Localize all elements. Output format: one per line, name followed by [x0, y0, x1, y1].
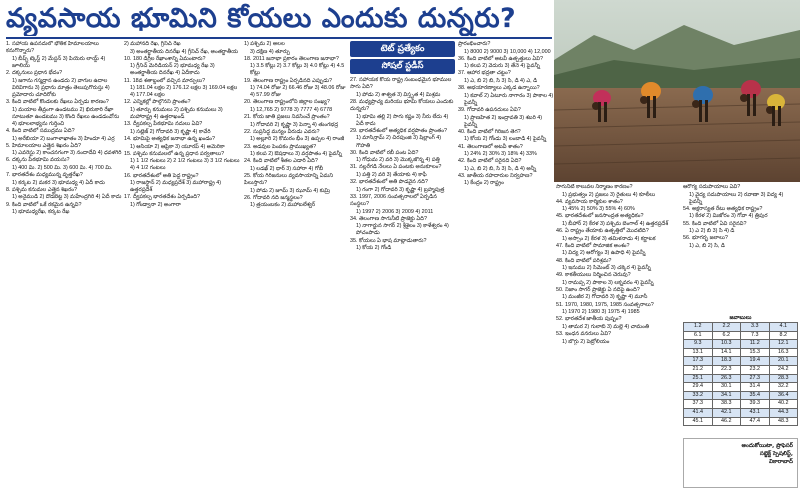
question-column-7: [683, 184, 798, 312]
question-text: 54. అక్షరాస్యత రేటు అత్యధిక రాష్ట్రం?: [683, 205, 763, 212]
answer-cell: 1.2: [684, 323, 713, 332]
answer-row: [684, 400, 798, 409]
question-options: 1) 400 మి. 2) 500 మి. 3) 600 మి. 4) 700 మి.: [12, 165, 113, 171]
answer-cell: 37.3: [684, 400, 713, 409]
answer-cell: 23.2: [741, 365, 770, 374]
question-options: 1) ఆసియా 2) ఆఫ్రికా 3) యూరప్ 4) అమెరికా: [130, 143, 225, 150]
question-options: 1) 1 1/2 గంటలు 2) 2 1/2 గంటలు 3) 3 1/2 గంటలు 4) 4 1/2 గంటలు: [130, 158, 240, 172]
question-options: 1) ఎ 2) బి 3) సి 4) డి: [689, 228, 735, 235]
answer-table: [683, 322, 798, 426]
question-options: 1) 24% 2) 30% 3) 18% 4) 33%: [464, 151, 537, 158]
answer-row: [684, 365, 798, 374]
answer-row: [684, 417, 798, 426]
answer-cell: 25.1: [684, 374, 713, 383]
question-options: 1) గోధుమ 2) వరి 3) మొక్కజొన్న 4) పత్తి: [356, 157, 440, 164]
banner-title: టెట్ ప్రత్యేకం: [350, 41, 455, 57]
answer-cell: 42.1: [712, 408, 741, 417]
answer-key-title: జవాబులు: [729, 315, 752, 321]
byline-place: వికారాబాద్: [768, 459, 793, 465]
answer-cell: 34.1: [712, 391, 741, 400]
question-text: 37. ఆహార భద్రతా చట్టం?: [458, 70, 511, 77]
question-options: 1) కర్కట 2) మకర 3) భూమధ్య 4) ఏదీ కాదు: [12, 179, 105, 186]
answer-row: [684, 323, 798, 332]
question-text: 24. కింది వాటిలో శీతల ఎడారి ఏది?: [244, 158, 318, 165]
question-text: 10. 180 డిగ్రీల రేఖాంశాన్ని ఏమంటారు?: [124, 55, 206, 62]
question-text: 42. కింది వాటిలో సరైనది ఏది?: [458, 158, 522, 165]
question-text: 4. కింది వాటిలో సముద్రము ఏది?: [6, 128, 75, 135]
question-text: 17. ద్వీపకల్ప భారతదేశం ఏర్పడింది?: [124, 194, 201, 201]
question-column-3: [244, 41, 348, 489]
question-options: 1) నాగార్జున సాగర్ 2) శ్రీశైలం 3) కాళేశ్వరం 4) పోచంపాడు: [356, 223, 449, 237]
question-options: 1) 181.04 లక్షల 2) 176.12 లక్షల 3) 169.04 లక్షల 4) 177.04 లక్షల: [130, 85, 238, 99]
answer-cell: 15.3: [741, 348, 770, 357]
question-text: 22. సుప్రసిద్ధ మన్యం వీరుడు ఎవరు?: [244, 128, 320, 135]
answer-cell: 32.2: [769, 383, 798, 392]
question-options: 1) 1997 2) 2006 3) 2009 4) 2011: [356, 208, 434, 215]
question-options: 1) కోయ 2) గోండు 3) లంబాడి 4) పైవన్నీ: [464, 136, 547, 143]
question-options: 1) మాసిన్రామ్ 2) చిరపుంజి 3) షిల్లాంగ్ 4) గౌహతి: [356, 135, 442, 149]
answer-cell: 20.1: [769, 357, 798, 366]
question-options: 1) గంగా 2) గోదావరి 3) కృష్ణా 4) బ్రహ్మపుత్ర: [356, 186, 445, 193]
question-text: 6. దక్కను పీఠభూమి వయసు?: [6, 157, 70, 164]
question-text: 9. కింది వాటిలో ఒకే రకమైన ఉన్నవి?: [6, 201, 82, 208]
question-column-1: [6, 41, 122, 489]
question-options: 1) పోడు 2) శాశ్వత 3) విస్తృత 4) మిశ్రమ: [356, 91, 441, 98]
question-options: 1) సట్లెజ్ 2) గోదావరి 3) కృష్ణా 4) కావేరి: [130, 128, 211, 135]
question-options: 1) త్రయంబకం 2) మహాబలేశ్వర్: [250, 202, 316, 209]
answer-row: [684, 408, 798, 417]
answer-cell: 14.1: [712, 348, 741, 357]
question-text: 31. నల్లరేగడి నేలలు ఏ పంటకు అనుకూలం?: [350, 164, 442, 171]
question-options: 1) ఎ, బి 2) సి, డి: [689, 242, 725, 249]
question-options: 1) వైద్య సదుపాయాలు 2) రవాణా 3) విద్య 4) పైవన్నీ: [689, 191, 784, 205]
answer-cell: 13.1: [684, 348, 713, 357]
answer-cell: 36.4: [769, 391, 798, 400]
question-options: 1) పోడు 2) జూమ్ 3) ఝూమ్ 4) కుమ్రి: [250, 187, 331, 194]
answer-cell: 24.2: [769, 365, 798, 374]
question-text: 51. 1970, 1980, 1975, 1985 సంవత్సరాలు?: [556, 301, 654, 308]
question-text: 15. పశ్చిమ కనుమలలో ఉన్న ప్రధాన పర్వతాలు?: [124, 150, 225, 157]
question-options: 1) అల్లూరి 2) కొమరం భీం 3) ఉప్పల 4) రాంజీ: [250, 136, 345, 143]
question-text: 30. కింది వాటిలో రబీ పంట ఏది?: [350, 149, 419, 156]
question-text: 38. అభయారణ్యాలు ఎక్కడ ఉన్నాయి?: [458, 85, 540, 92]
answer-cell: 31.4: [741, 383, 770, 392]
question-column-2: [124, 41, 242, 489]
question-text: 36. కింది వాటిలో అటవీ ఉత్పత్తులు ఏవి?: [458, 55, 543, 62]
question-text: 14. భూమిపై అత్యధిక జనాభా ఉన్న ఖండం?: [124, 135, 216, 142]
question-text: 27. సహాయక కోయ రాష్ట్ర సంబంధమైన భూముల సాగు ఏది?: [350, 77, 452, 91]
answer-cell: 30.1: [712, 383, 741, 392]
question-text: 34. తెలంగాణ సాగునీటి ప్రాజెక్టు ఏది?: [350, 215, 427, 222]
question-options: 1) బొగ్గు 2) పెట్రోలియం: [562, 338, 610, 345]
answer-cell: 48.3: [769, 417, 798, 426]
question-options: 1) ఎ, బి 2) బి, సి 3) సి, డి 4) ఎ, డి: [464, 77, 538, 84]
question-options: 1) గ్రీనిచ్ మెరిడియన్ 2) భూమధ్య రేఖ 3) అంతర్జాతీయ దినరేఖ 4) ఏదీకాదు: [130, 63, 215, 77]
question-text: 21. కోయ జాతి ప్రజలు నివసించే ప్రాంతం?: [244, 114, 330, 121]
question-text: 39. గోదావరి ఉపనదులు ఏవి?: [458, 106, 521, 113]
answer-cell: 26.3: [712, 374, 741, 383]
question-options: 1) తూర్పు కనుమలు 2) పశ్చిమ కనుమలు 3) మహారాష్ట్ర 4) ఉత్తరాఖండ్: [130, 106, 223, 121]
question-options: 1) 1970 2) 1980 3) 1975 4) 1985: [562, 309, 640, 316]
question-options: 1) 12,765 2) 9778 3) 7777 4) 6778: [250, 106, 333, 113]
question-text: 44. వ్యవసాయ కార్మికుల శాతం?: [556, 198, 623, 205]
byline-title: సబ్జెక్ట్ స్పెషలిస్ట్,: [759, 451, 793, 457]
question-options: 1) 74.04 రోజు 2) 66.46 రోజు 3) 48.06 రోజు 4) 57.99 రోజు: [250, 85, 346, 99]
answer-key: [683, 314, 798, 434]
question-text: 49. కాకతీయులు నిర్మించిన చెరువు?: [556, 272, 631, 279]
answer-cell: 40.2: [769, 400, 798, 409]
question-text: 26. గోదావరి నది జన్మస్థలం?: [244, 194, 303, 201]
answer-row: [684, 383, 798, 392]
answer-cell: 27.3: [741, 374, 770, 383]
question-text: 16. భారతదేశంలో అతి పెద్ద రాష్ట్రం?: [124, 172, 199, 179]
question-text: 25. కోయ గిరిజనులు వ్యవసాయాన్ని ఏమని పిలుస్తారు?: [244, 172, 334, 187]
question-text: 8. పశ్చిమ కనుమల ఎత్తైన శిఖరం?: [6, 186, 78, 193]
answer-row: [684, 374, 798, 383]
answer-cell: 8.2: [769, 331, 798, 340]
answer-cell: 6.2: [712, 331, 741, 340]
question-options: 1) భూమధ్యరేఖ, కర్కట రేఖ: [12, 209, 70, 216]
question-options: 1) ఎ, బి 2) బి, సి 3) సి, డి 4) అన్నీ: [464, 165, 537, 172]
question-options: 1) లడఖ్ 2) థార్ 3) సహారా 4) గోబీ: [250, 165, 324, 172]
question-text: 53. ఇంధన వనరులు ఏవి?: [556, 331, 612, 338]
question-text: 18. 2011 జనాభా ప్రకారం తెలంగాణ జనాభా?: [244, 55, 339, 62]
answer-cell: 17.3: [684, 357, 713, 366]
question-options: 1) 8000 2) 9000 3) 10,000 4) 12,000: [464, 48, 551, 55]
question-text: 33. 1997, 2006 సంవత్సరాలలో ఏర్పడిన సంస్థలు?: [350, 193, 437, 207]
answer-cell: 39.3: [741, 400, 770, 409]
question-text: 3. కింది వాటిలో కొండలకు రేఖలు ఏర్పడు కారణం?: [6, 99, 109, 106]
answer-cell: 45.1: [684, 417, 713, 426]
question-options: 1) ఇనుము 2) సిమెంట్ 3) చక్కెర 4) పైవన్నీ: [562, 265, 651, 272]
answer-cell: 44.3: [769, 408, 798, 417]
answer-cell: 22.3: [712, 365, 741, 374]
question-options: 1) అస్సాం 2) కేరళ 3) తమిళనాడు 4) కర్ణాటక: [562, 235, 656, 242]
question-options: 1) 45% 2) 50% 3) 55% 4) 60%: [562, 206, 635, 213]
answer-cell: 12.1: [769, 340, 798, 349]
answer-cell: 6.1: [684, 331, 713, 340]
answer-cell: 38.3: [712, 400, 741, 409]
answer-cell: 35.4: [741, 391, 770, 400]
question-options: 1) గోదావరి 2) కృష్ణా 3) పెన్నా 4) తుంగభద్ర: [250, 121, 339, 128]
question-text: 20. తెలంగాణ రాష్ట్రంలోని జిల్లాల సంఖ్య?: [244, 99, 330, 106]
headline-rule: [6, 37, 552, 39]
question-text: 41. తెలంగాణలో అటవీ శాతం?: [458, 143, 523, 150]
answer-cell: 46.2: [712, 417, 741, 426]
question-options: 1) ఎవరెస్టు 2) కాంచనగంగా 3) నందాదేవి 4) ధవళగిరి: [12, 150, 122, 157]
question-text: 2) మహానది రేఖ, గ్రీనిచ్ రేఖ: [124, 41, 181, 47]
question-text: 23. అడవుల పెంపకం ప్రాముఖ్యత?: [244, 143, 317, 150]
question-text: 1. సహాయ ఉపనదులో భౌతిక హిమాలయాలు కనుగొన్నారు?: [6, 41, 99, 55]
answer-cell: 16.3: [769, 348, 798, 357]
answer-cell: 3.3: [741, 323, 770, 332]
question-options: 1) కోయ 2) గోండి: [356, 245, 392, 252]
question-text: 2. దక్కనులు ప్రధాన భేదం?: [6, 70, 63, 77]
question-column-5: [458, 41, 554, 489]
question-text: 45. భారతదేశంలో జనసాంద్రత అత్యధికం?: [556, 213, 644, 220]
question-options: 1) కలప 2) వెదురు 3) తేనె 4) పైవన్నీ: [464, 63, 540, 70]
question-text: ప్రారంభించారు?: [458, 41, 491, 47]
question-text: 47. కింది వాటిలో సామాజిక అంశం?: [556, 242, 630, 249]
question-text: 35. కోయలు ఏ భాష మాట్లాడుతారు?: [350, 237, 427, 244]
answer-cell: 28.3: [769, 374, 798, 383]
author-byline: [683, 438, 798, 488]
question-options: 1) కలప 2) ఔషధాలు 3) వర్షపాతం 4) పైవన్నీ: [250, 151, 343, 158]
question-text: 56. భూగర్భ జలాలు?: [683, 235, 728, 242]
question-text: 13. ద్వీపకల్ప పీఠభూమి నదులు ఏవి?: [124, 121, 203, 128]
answer-row: [684, 331, 798, 340]
banner-subtitle: సోషల్ స్టడీస్: [350, 59, 455, 74]
question-options: 1) జగాను గస్మద్రాన ఉండదు 2) వాగుల ఉదాల విరివిగాను 3) ప్రధాను మాత్రం తెలుపుగొరుస్తు 4) ప్రమోదారు చూదిరోకు: [12, 77, 110, 98]
answer-cell: 11.2: [741, 340, 770, 349]
question-options: 3) దక్షిణ 4) తూర్పు: [250, 48, 290, 55]
question-text: 28. మధ్యప్రాచ్య మరియు భూమి కోయలు ఎందుకు దున్నరు?: [350, 98, 454, 113]
answer-cell: 47.4: [741, 417, 770, 426]
answer-row: [684, 348, 798, 357]
question-options: 1) రామప్ప 2) పాకాల 3) లక్నవరం 4) పైవన్నీ: [562, 279, 654, 286]
answer-cell: 7.3: [741, 331, 770, 340]
question-column-4: [350, 77, 455, 489]
question-text: 46. ఏ రాష్ట్రం తేయాకు ఉత్పత్తిలో మొదటిది?: [556, 228, 649, 235]
question-options: 1) మయాల తీవ్రంగా ఉండటము 2) భిరుకారి రేఖా సూటుతూ ఉండటము 3) కొంది రేఖలు ఉండడంవోను 4) భూలలాభ్యను గుర్తించి: [12, 106, 120, 127]
question-text: 48. కింది వాటిలో పరిశ్రమ?: [556, 257, 612, 264]
question-text: 1) పశ్చిమ 2) అలల: [244, 41, 285, 47]
question-text: సాగునీటి కాలువల నిర్మాణం కారణం?: [556, 184, 633, 190]
question-text: 5. హిమాలయాల ఎత్తైన శిఖరం ఏది?: [6, 142, 82, 149]
question-text: 12. ఎన్నికల్లో పాల్గొనని ప్రాంతం?: [124, 99, 191, 106]
answer-cell: 21.2: [684, 365, 713, 374]
question-options: 1) గోండ్వానా 2) అంగారా: [130, 201, 181, 208]
question-options: 1) పత్తి 2) వరి 3) తేయాకు 4) కాఫీ: [356, 171, 427, 178]
question-text: 40. కింది వాటిలో గిరిజన తెగ?: [458, 128, 521, 135]
question-options: 1) ప్రభుత్వం 2) ప్రజలు 3) రైతులు 4) కూలీలు: [562, 191, 656, 198]
question-options: 3) అంతర్జాతీయ దినరేఖ 4) గ్రీనిచ్ రేఖ, అంతర్జాతీయ: [130, 48, 239, 55]
test-banner: [350, 41, 455, 75]
answer-row: [684, 357, 798, 366]
question-options: 1) ప్రాణహిత 2) ఇంద్రావతి 3) శబరి 4) పైవన్నీ: [464, 114, 543, 128]
question-text: 29. భారతదేశంలో అత్యధిక వర్షపాతం ప్రాంతం?: [350, 127, 447, 134]
question-options: 1) తామర 2) గులాబి 3) మల్లె 4) చామంతి: [562, 323, 650, 330]
question-options: 1) భూమి తల్లి 2) సాగు కష్టం 3) నీరు లేదు 4) ఏదీ కాదు: [356, 113, 449, 127]
answer-cell: 4.1: [769, 323, 798, 332]
question-options: 1) అరేబియా 2) బంగాళాఖాతం 3) హిందూ 4) ఎర్ర: [12, 135, 115, 142]
question-text: 11. 18వ శతాబ్దంలో వచ్చిన మార్పులు?: [124, 77, 206, 84]
byline-name: అందుకోయిటా, ప్రొఫెసర్: [741, 443, 793, 449]
question-options: 1) 3.5 కోట్లు 2) 3.7 కోట్లు 3) 4.0 కోట్లు 4) 4.5 కోట్లు: [250, 63, 345, 77]
question-text: 55. కింది వాటిలో ఏవి సరైనవి?: [683, 220, 747, 227]
headline: వ్యవసాయ భూమిని కోయలు ఎందుకు దున్నరు?: [6, 3, 517, 34]
answer-row: [684, 340, 798, 349]
answer-cell: 9.3: [684, 340, 713, 349]
question-text: 50. నిజాం సాగర్ ప్రాజెక్టు ఏ నదిపై ఉంది?: [556, 286, 640, 293]
question-options: 1) కేంద్రం 2) రాష్ట్రం: [464, 180, 504, 187]
question-options: 1) బీహార్ 2) కేరళ 3) పశ్చిమ బెంగాల్ 4) ఉత్తరప్రదేశ్: [562, 220, 669, 227]
question-options: 1) మంజీర 2) గోదావరి 3) కృష్ణా 4) మూసీ: [562, 294, 648, 301]
question-options: 1) బీప్స్ ట్కెస్ట్ 2) మేస్టన్ 3) పియెరు లాయ్డ్ 4) జూలియ్: [12, 55, 106, 69]
answer-cell: 33.2: [684, 391, 713, 400]
question-options: 1) కేరళ 2) మిజోరం 3) గోవా 4) త్రిపుర: [689, 213, 768, 220]
answer-cell: 43.1: [741, 408, 770, 417]
question-options: 1) రాజస్థాన్ 2) మధ్యప్రదేశ్ 3) మహారాష్ట్ర 4) ఉత్తరప్రదేశ్: [130, 180, 222, 194]
answer-cell: 41.4: [684, 408, 713, 417]
answer-cell: 10.3: [712, 340, 741, 349]
farm-photo-illustration: [554, 0, 800, 182]
question-text: 43. జాతీయ రహదారుల నిర్వహణ?: [458, 172, 533, 179]
question-options: 1) కవాల్ 2) ఏటూరు నాగారం 3) పాకాల 4) పైవన్నీ: [464, 92, 554, 106]
question-options: 1) అనైముడి 2) దొడబెట్ట 3) మహేంద్రగిరి 4) ఏదీ కాదు: [12, 194, 122, 201]
answer-cell: 19.4: [741, 357, 770, 366]
answer-cell: 2.2: [712, 323, 741, 332]
answer-cell: 29.4: [684, 383, 713, 392]
question-text: 52. భారతదేశ జాతీయ పుష్పం?: [556, 316, 622, 323]
question-options: 1) విద్య 2) ఆరోగ్యం 3) ఉపాధి 4) పైవన్నీ: [562, 250, 646, 257]
answer-row: [684, 391, 798, 400]
question-text: 7. భారతదేశం మధ్యమున్న వృత్తరేఖ?: [6, 172, 83, 179]
answer-cell: 18.3: [712, 357, 741, 366]
farm-photo: [554, 0, 800, 182]
question-text: 19. తెలంగాణ రాష్ట్రం ఏర్పడినది ఎప్పుడు?: [244, 77, 333, 84]
question-text: ఆరోగ్య సదుపాయాలు ఏవి?: [683, 184, 741, 190]
question-text: 32. భారతదేశంలో అతి పొడవైన నది?: [350, 179, 428, 186]
question-column-6: [556, 184, 680, 489]
